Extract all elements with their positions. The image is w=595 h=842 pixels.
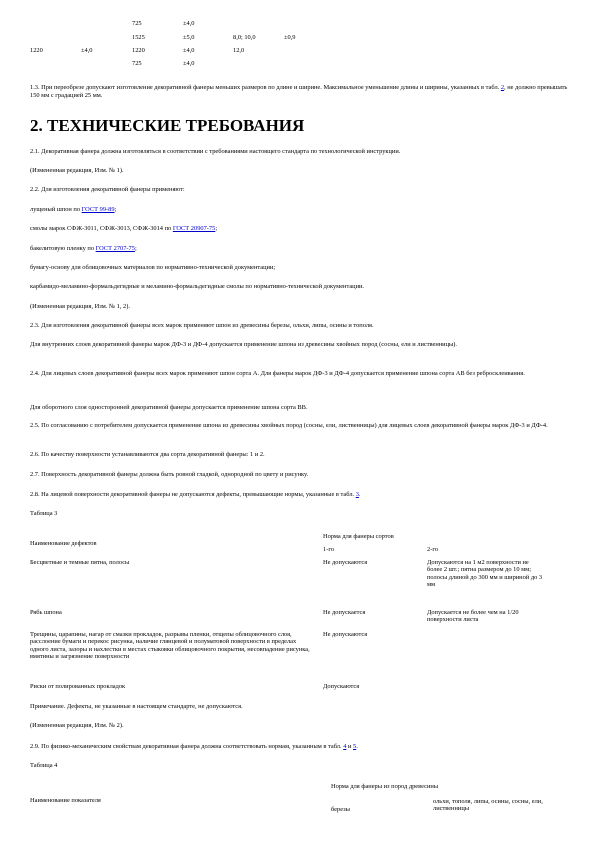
revision-note: (Измененная редакция, Изм. № 2). xyxy=(30,722,124,729)
table-cell: 725 xyxy=(132,20,142,27)
table-cell: Не допускаются xyxy=(323,631,368,638)
table-2-link[interactable]: 2 xyxy=(500,84,505,91)
table-header: 1-го xyxy=(323,546,334,553)
gost-20907-75-link[interactable]: ГОСТ 20907-75 xyxy=(172,225,216,232)
revision-note: (Измененная редакция, Изм. № 1). xyxy=(30,167,124,174)
table-caption: Таблица 3 xyxy=(30,510,58,517)
list-item: бумагу-основу для облицовочных материалов по нормативно-технической документации; xyxy=(30,264,276,271)
table-3-link[interactable]: 3 xyxy=(355,491,359,498)
list-item: смолы марок СФЖ-3011, СФЖ-3013, СФЖ-3014 по ГОСТ 20907-75; xyxy=(30,225,218,232)
paragraph-2-4: 2.4. Для лицевых слоев декоративной фанеры всех марок применяют шпон сорта А. Для фанеры марок ДФ-3 и ДФ-4 допускается применение шпона сорта АВ без ребросклеивания. xyxy=(30,370,525,377)
table-cell: ±0,9 xyxy=(284,34,296,41)
gost-2707-75-link[interactable]: ГОСТ 2707-75 xyxy=(95,245,135,252)
table-cell: ±4,0 xyxy=(81,47,93,54)
paragraph-2-4-b: Для оборотного слоя односторонней декоративной фанеры допускается применение шпона сорта ВВ. xyxy=(30,404,308,411)
table-cell: Допускаются на 1 м2 поверхности не более 2 шт.; пятна размером до 10 мм; полосы длиной до 300 мм и шириной до 3 мм xyxy=(427,559,543,589)
gost-99-89-link[interactable]: ГОСТ 99-89 xyxy=(81,206,115,213)
table-cell: Бесцветные и темные пятна, полосы xyxy=(30,559,130,566)
table-cell: 1525 xyxy=(132,34,145,41)
table-cell: Риски от полированных прокладок xyxy=(30,683,126,690)
list-item: карбамидо-меламино-формальдегидные и меламино-формальдегидные смолы по нормативно-технической документации. xyxy=(30,283,365,290)
table-cell: ±4,0 xyxy=(183,20,195,27)
paragraph-2-7: 2.7. Поверхность декоративной фанеры должна быть ровной гладкой, однородной по цвету и рисунку. xyxy=(30,471,309,478)
list-item: лущеный шпон по ГОСТ 99-89; xyxy=(30,206,117,213)
table-cell: Не допускается xyxy=(323,609,366,616)
table-header: 2-го xyxy=(427,546,438,553)
table-5-link[interactable]: 5 xyxy=(353,743,357,750)
table-header: Норма для фанеры сортов xyxy=(323,533,394,540)
table-cell: ±4,0 xyxy=(183,47,195,54)
table-header: Норма для фанеры из пород древесины xyxy=(331,783,439,790)
paragraph-2-1: 2.1. Декоративная фанера должна изготовляться в соответствии с требованиями настоящего стандарта по технологической инструкции. xyxy=(30,148,401,155)
table-cell: 725 xyxy=(132,60,142,67)
table-cell: Трещины, царапины, нагар от смазки прокладок, разрывы пленки, отщепы облицовочного слоя, расслоение бумаги и перекос рисунка, наличие глянцевой и полуматовой поверхности в пределах одного листа, зазоры и нахлестки в местах стыковки облицовочного покрытия, несовпадение рисунка, вмятины и загрязнение поверхности xyxy=(30,631,310,661)
list-item: бакелитовую пленку по ГОСТ 2707-75; xyxy=(30,245,137,252)
paragraph-2-2: 2.2. Для изготовления декоративной фанеры применяют: xyxy=(30,186,185,193)
table-header: Наименование показателя xyxy=(30,797,101,804)
paragraph-2-9: 2.9. По физико-механическим свойствам декоративная фанера должна соответствовать нормам, указанным в табл. 4 и 5. xyxy=(30,743,358,750)
table-caption: Таблица 4 xyxy=(30,762,58,769)
table-header: ольхи, тополя, липы, осины, сосны, ели, лиственницы xyxy=(433,798,543,813)
table-cell: 8,0; 10,0 xyxy=(233,34,256,41)
section-title: 2. ТЕХНИЧЕСКИЕ ТРЕБОВАНИЯ xyxy=(30,116,305,135)
paragraph-2-8: 2.8. На лицевой поверхности декоративной фанеры не допускаются дефекты, превышающие нормы, указанные в табл. 3. xyxy=(30,491,361,498)
paragraph-2-3: 2.3. Для изготовления декоративной фанеры всех марок применяют шпон из древесины березы, ольхи, липы, осины и тополя. xyxy=(30,322,374,329)
table-cell: 1220 xyxy=(30,47,43,54)
table-cell: Не допускаются xyxy=(323,559,368,566)
table-4-link[interactable]: 4 xyxy=(343,743,347,750)
table-cell: Допускаются xyxy=(323,683,360,690)
paragraph-1-3: 1.3. При переобрезе допускают изготовление декоративной фанеры меньших размеров по длине и ширине. Максимальное уменьшение длины и ширины, указанных в табл. 2, не должно превышать 150 мм с градацией 25 мм. xyxy=(30,84,568,99)
table-cell: Рябь шпона xyxy=(30,609,62,616)
paragraph-2-6: 2.6. По качеству поверхности устанавливаются два сорта декоративной фанеры: 1 и 2. xyxy=(30,451,265,458)
table-cell: 12,0 xyxy=(233,47,245,54)
table-cell: ±4,0 xyxy=(183,60,195,67)
table-cell: ±5,0 xyxy=(183,34,195,41)
revision-note: (Измененная редакция, Изм. № 1, 2). xyxy=(30,303,130,310)
table-cell: Допускается не более чем на 1/20 поверхности листа xyxy=(427,609,519,624)
table-note: Примечание. Дефекты, не указанные в настоящем стандарте, не допускаются. xyxy=(30,703,243,710)
table-cell: 1220 xyxy=(132,47,145,54)
table-header: Наименование дефектов xyxy=(30,540,97,547)
paragraph-2-3-b: Для внутренних слоев декоративной фанеры марок ДФ-3 и ДФ-4 допускается применение шпона из древесины хвойных пород (сосны, ели и лиственницы). xyxy=(30,341,458,348)
table-header: березы xyxy=(331,806,350,813)
paragraph-2-5: 2.5. По согласованию с потребителем допускается применение шпона из древесины хвойных пород (сосны, ели, лиственницы) для лицевых слоев декоративной фанеры марок ДФ-3 и ДФ-4. xyxy=(30,422,548,429)
